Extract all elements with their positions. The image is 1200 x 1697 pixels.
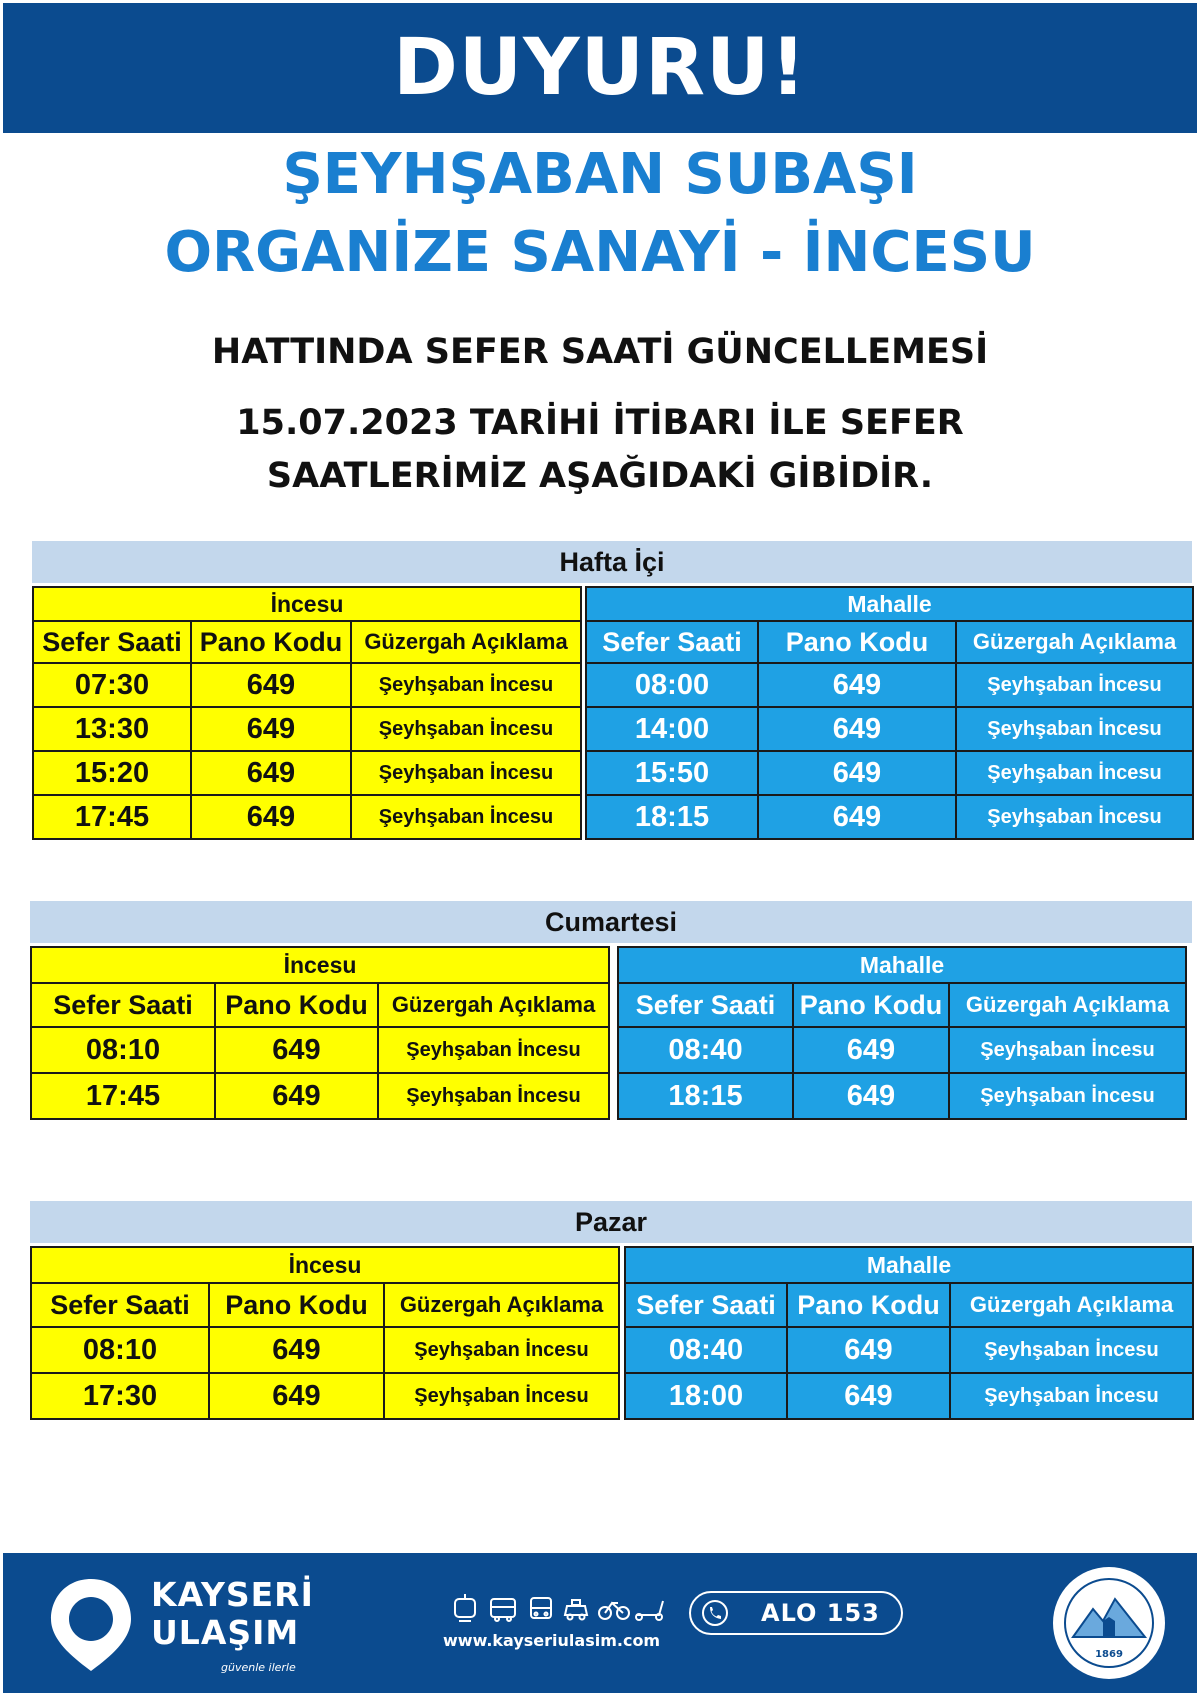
day-header: Cumartesi bbox=[30, 901, 1192, 943]
direction-label: İncesu bbox=[31, 947, 609, 983]
departure-time: 08:10 bbox=[31, 1327, 209, 1373]
column-header-time: Sefer Saati bbox=[33, 621, 191, 663]
column-header-code: Pano Kodu bbox=[209, 1283, 384, 1327]
column-header-code: Pano Kodu bbox=[787, 1283, 950, 1327]
route-code: 649 bbox=[793, 1027, 949, 1073]
hotline-number: ALO 153 bbox=[761, 1599, 880, 1627]
column-header-code: Pano Kodu bbox=[793, 983, 949, 1027]
departure-time: 08:40 bbox=[618, 1027, 793, 1073]
column-header-route: Güzergah Açıklama bbox=[378, 983, 609, 1027]
table-row bbox=[31, 1073, 609, 1119]
route-description: Şeyhşaban İncesu bbox=[956, 663, 1193, 707]
route-description: Şeyhşaban İncesu bbox=[384, 1373, 619, 1419]
brand-name-line-1: KAYSERİ bbox=[151, 1575, 314, 1614]
column-header-route: Güzergah Açıklama bbox=[384, 1283, 619, 1327]
taxi-icon bbox=[565, 1600, 587, 1620]
mahalle-schedule-table bbox=[617, 946, 1187, 1120]
effective-date-line-1: 15.07.2023 TARİHİ İTİBARI İLE SEFER bbox=[236, 403, 964, 443]
departure-time: 15:20 bbox=[33, 751, 191, 795]
announcement-banner bbox=[3, 3, 1197, 133]
route-description: Şeyhşaban İncesu bbox=[956, 707, 1193, 751]
table-row bbox=[586, 795, 1193, 839]
departure-time: 08:40 bbox=[625, 1327, 787, 1373]
brand-slogan: güvenle ilerle bbox=[221, 1661, 296, 1674]
column-header-time: Sefer Saati bbox=[31, 983, 215, 1027]
route-code: 649 bbox=[191, 795, 351, 839]
route-description: Şeyhşaban İncesu bbox=[351, 663, 581, 707]
hotline-badge[interactable] bbox=[689, 1591, 903, 1635]
route-description: Şeyhşaban İncesu bbox=[378, 1027, 609, 1073]
column-header-route: Güzergah Açıklama bbox=[950, 1283, 1193, 1327]
table-row bbox=[33, 795, 581, 839]
table-row bbox=[33, 751, 581, 795]
mahalle-schedule-table bbox=[585, 586, 1194, 840]
mahalle-schedule-table bbox=[624, 1246, 1194, 1420]
route-description: Şeyhşaban İncesu bbox=[956, 751, 1193, 795]
direction-label: Mahalle bbox=[618, 947, 1186, 983]
route-code: 649 bbox=[191, 707, 351, 751]
column-header-code: Pano Kodu bbox=[191, 621, 351, 663]
column-header-route: Güzergah Açıklama bbox=[956, 621, 1193, 663]
route-code: 649 bbox=[191, 751, 351, 795]
table-row bbox=[31, 1327, 619, 1373]
table-row bbox=[586, 663, 1193, 707]
departure-time: 18:00 bbox=[625, 1373, 787, 1419]
day-header: Hafta İçi bbox=[32, 541, 1192, 583]
day-header: Pazar bbox=[30, 1201, 1192, 1243]
bus-front-icon bbox=[531, 1598, 551, 1618]
route-description: Şeyhşaban İncesu bbox=[950, 1327, 1193, 1373]
route-code: 649 bbox=[758, 795, 956, 839]
tram-icon bbox=[455, 1594, 475, 1621]
route-description: Şeyhşaban İncesu bbox=[950, 1373, 1193, 1419]
departure-time: 08:00 bbox=[586, 663, 758, 707]
column-header-time: Sefer Saati bbox=[31, 1283, 209, 1327]
table-row bbox=[586, 751, 1193, 795]
departure-time: 17:45 bbox=[33, 795, 191, 839]
route-description: Şeyhşaban İncesu bbox=[384, 1327, 619, 1373]
route-description: Şeyhşaban İncesu bbox=[351, 795, 581, 839]
brand-name-line-2: ULAŞIM bbox=[151, 1613, 300, 1652]
route-code: 649 bbox=[758, 751, 956, 795]
table-row bbox=[31, 1027, 609, 1073]
route-description: Şeyhşaban İncesu bbox=[949, 1027, 1186, 1073]
route-code: 649 bbox=[787, 1373, 950, 1419]
table-row bbox=[618, 1073, 1186, 1119]
route-code: 649 bbox=[215, 1027, 378, 1073]
column-header-time: Sefer Saati bbox=[625, 1283, 787, 1327]
transport-icons bbox=[451, 1593, 667, 1623]
banner-title: DUYURU! bbox=[393, 23, 807, 113]
departure-time: 17:30 bbox=[31, 1373, 209, 1419]
route-description: Şeyhşaban İncesu bbox=[949, 1073, 1186, 1119]
departure-time: 13:30 bbox=[33, 707, 191, 751]
phone-icon bbox=[701, 1599, 729, 1627]
departure-time: 18:15 bbox=[618, 1073, 793, 1119]
table-row bbox=[625, 1373, 1193, 1419]
route-description: Şeyhşaban İncesu bbox=[351, 751, 581, 795]
route-code: 649 bbox=[191, 663, 351, 707]
column-header-code: Pano Kodu bbox=[215, 983, 378, 1027]
bus-icon bbox=[491, 1599, 515, 1621]
direction-label: Mahalle bbox=[586, 587, 1193, 621]
table-row bbox=[625, 1327, 1193, 1373]
route-code: 649 bbox=[758, 707, 956, 751]
effective-date-line-2: SAATLERİMİZ AŞAĞIDAKİ GİBİDİR. bbox=[266, 456, 934, 496]
incesu-schedule-table bbox=[30, 946, 610, 1120]
departure-time: 14:00 bbox=[586, 707, 758, 751]
seal-year: 1869 bbox=[1095, 1649, 1123, 1660]
column-header-time: Sefer Saati bbox=[618, 983, 793, 1027]
kayseri-ulasim-logo-icon bbox=[45, 1573, 137, 1677]
footer bbox=[3, 1553, 1197, 1693]
column-header-code: Pano Kodu bbox=[758, 621, 956, 663]
column-header-route: Güzergah Açıklama bbox=[351, 621, 581, 663]
incesu-schedule-table bbox=[32, 586, 582, 840]
departure-time: 17:45 bbox=[31, 1073, 215, 1119]
scooter-icon bbox=[636, 1601, 663, 1620]
route-description: Şeyhşaban İncesu bbox=[378, 1073, 609, 1119]
route-code: 649 bbox=[787, 1327, 950, 1373]
direction-label: Mahalle bbox=[625, 1247, 1193, 1283]
departure-time: 08:10 bbox=[31, 1027, 215, 1073]
incesu-schedule-table bbox=[30, 1246, 620, 1420]
update-title: HATTINDA SEFER SAATİ GÜNCELLEMESİ bbox=[211, 332, 989, 372]
column-header-time: Sefer Saati bbox=[586, 621, 758, 663]
column-header-route: Güzergah Açıklama bbox=[949, 983, 1186, 1027]
route-code: 649 bbox=[209, 1373, 384, 1419]
table-row bbox=[33, 707, 581, 751]
departure-time: 18:15 bbox=[586, 795, 758, 839]
departure-time: 07:30 bbox=[33, 663, 191, 707]
route-description: Şeyhşaban İncesu bbox=[351, 707, 581, 751]
website-link[interactable]: www.kayseriulasim.com bbox=[443, 1631, 661, 1650]
route-code: 649 bbox=[758, 663, 956, 707]
departure-time: 15:50 bbox=[586, 751, 758, 795]
direction-label: İncesu bbox=[33, 587, 581, 621]
table-row bbox=[586, 707, 1193, 751]
direction-label: İncesu bbox=[31, 1247, 619, 1283]
route-code: 649 bbox=[209, 1327, 384, 1373]
route-code: 649 bbox=[793, 1073, 949, 1119]
table-row bbox=[618, 1027, 1186, 1073]
route-description: Şeyhşaban İncesu bbox=[956, 795, 1193, 839]
route-name-line-2: ORGANİZE SANAYİ - İNCESU bbox=[164, 220, 1036, 285]
table-row bbox=[33, 663, 581, 707]
municipality-seal-icon bbox=[1049, 1563, 1169, 1683]
route-code: 649 bbox=[215, 1073, 378, 1119]
table-row bbox=[31, 1373, 619, 1419]
route-name-line-1: ŞEYHŞABAN SUBAŞI bbox=[282, 142, 918, 207]
bicycle-icon bbox=[599, 1603, 629, 1619]
